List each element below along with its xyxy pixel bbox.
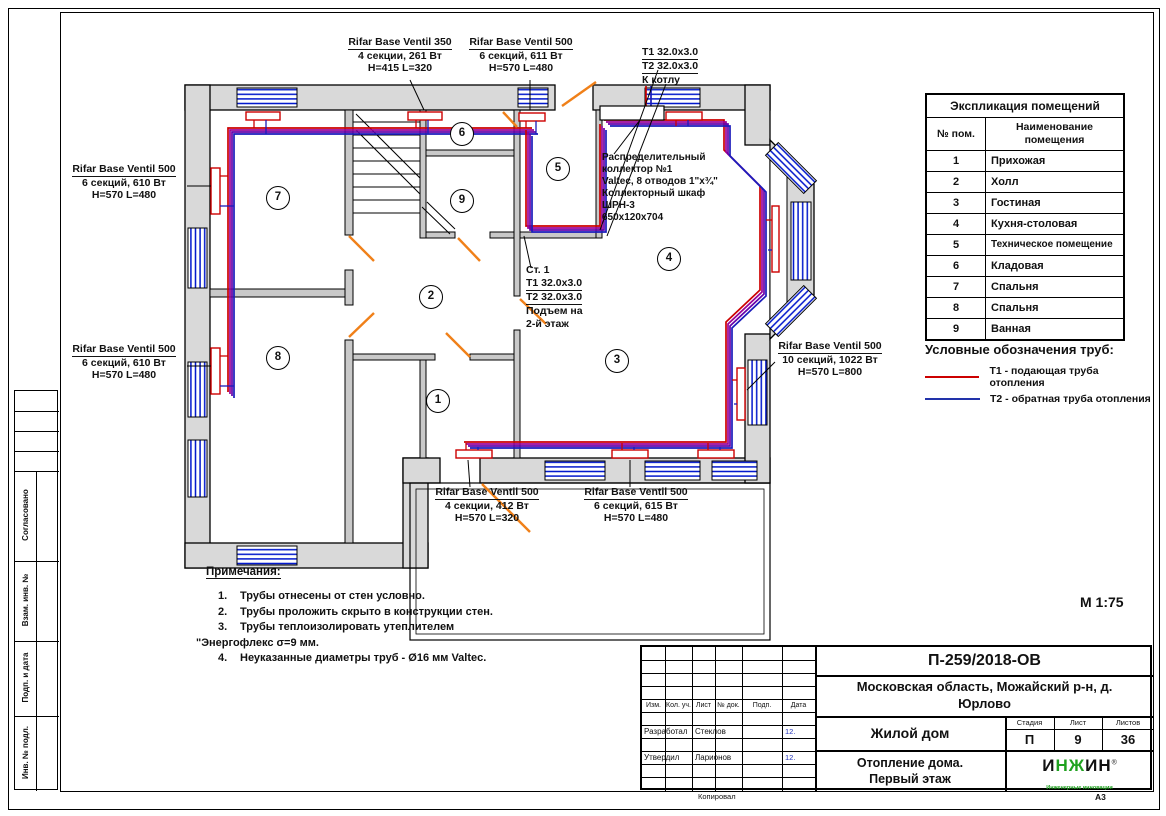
heating-pipes-layer [228, 86, 766, 448]
col-data: Дата [790, 702, 807, 709]
table-row [927, 172, 1123, 193]
radiator-label-line: H=570 L=320 [454, 512, 520, 524]
radiator-label-line: 6 секций, 611 Вт [479, 49, 563, 62]
room-num: 4 [927, 214, 986, 234]
sheet-value: 9 [1074, 732, 1082, 747]
drawing-title [815, 750, 1005, 792]
pipe-run-main [464, 120, 766, 448]
stamp-label-agreed: Согласовано [21, 489, 30, 541]
bath-corner-wall [422, 202, 455, 234]
col-ndok: № док. [717, 702, 740, 709]
table-row [927, 214, 1123, 235]
developed-label: Разработал [644, 727, 688, 736]
collector-note-line: Valtec, 8 отводов 1"х¾" [602, 176, 718, 187]
col-list: Лист [695, 702, 712, 709]
logo-subtext: Инженерные инновации [1046, 785, 1113, 791]
col-izm: Изм. [646, 702, 661, 709]
room-name: Гостиная [991, 197, 1041, 209]
address-line2: Юрлово [958, 696, 1011, 711]
to-boiler-label: К котлу [642, 74, 680, 86]
windows-layer [188, 88, 816, 565]
note-item: 1. Трубы отнесены от стен условно. [218, 590, 425, 602]
room-number-9: 9 [450, 189, 474, 213]
radiator-stubs [220, 120, 772, 450]
room-name: Кухня-столовая [991, 218, 1078, 230]
room-name: Холл [991, 176, 1019, 188]
room-num: 7 [927, 277, 986, 297]
radiator-label-line: Rifar Base Ventil 500 [435, 486, 539, 498]
room-name: Кладовая [991, 260, 1044, 272]
doc-number: П-259/2018-ОВ [928, 652, 1041, 669]
radiator-label-line: H=570 L=800 [797, 366, 863, 378]
room-name: Ванная [991, 323, 1031, 335]
t2-size-label: Т2 32.0х3.0 [642, 60, 699, 72]
room-name: Спальня [991, 281, 1039, 293]
note-item: 2. Трубы проложить скрыто в конструкции стен. [218, 605, 493, 618]
stamp-label-vzam-inv: Взам. инв. № [21, 573, 30, 627]
riser-note-line: 2-й этаж [526, 318, 569, 330]
title-block [640, 645, 1152, 790]
t2-line-swatch [925, 398, 980, 400]
pipe-legend [925, 342, 1155, 405]
radiator-label-line: Rifar Base Ventil 500 [469, 36, 573, 48]
room-name: Прихожая [991, 155, 1046, 167]
room-table-col2: Наименование помещения [1015, 121, 1094, 146]
table-row [927, 193, 1123, 214]
table-row [927, 277, 1123, 298]
note-item: 3. Трубы теплоизолировать утеплителем [218, 621, 455, 633]
room-number-5: 5 [546, 157, 570, 181]
room-num: 3 [927, 193, 986, 213]
pipe-legend-title: Условные обозначения труб: [925, 342, 1114, 357]
porch-outline [410, 483, 770, 640]
table-row [927, 235, 1123, 256]
radiator-label-line: Rifar Base Ventil 500 [72, 343, 176, 355]
radiator-label-line: Rifar Base Ventil 500 [72, 163, 176, 175]
stage-label: Стадия [1016, 718, 1043, 727]
radiator-label-line: H=415 L=320 [367, 62, 433, 74]
radiator-label-line: H=570 L=480 [488, 62, 554, 74]
room-number-4: 4 [657, 247, 681, 271]
approved-date: 12. [785, 753, 796, 762]
developed-date: 12. [785, 727, 796, 736]
drawing-title-line2: Первый этаж [869, 772, 951, 786]
logo-text: ИНЖИН [1042, 756, 1112, 775]
room-number-1: 1 [426, 389, 450, 413]
t2-legend-label: Т2 - обратная труба отопления [990, 393, 1151, 405]
riser-note-line: Т1 32.0х3.0 [526, 277, 583, 289]
radiator-label-line: Rifar Base Ventil 500 [778, 340, 882, 352]
collector-note-line: Распределительный [602, 152, 706, 163]
room-number-6: 6 [450, 122, 474, 146]
radiator-label-line: Rifar Base Ventil 350 [348, 36, 452, 48]
project-address [815, 675, 1154, 716]
approved-name: Ларионов [695, 753, 732, 762]
stamp-label-inv-podl: Инв. № подл. [21, 725, 30, 780]
t1-line-swatch [925, 376, 979, 378]
sheets-value: 36 [1120, 732, 1136, 747]
drawing-title-line1: Отопление дома. [856, 756, 964, 770]
developed-name: Стеклов [695, 727, 726, 736]
room-table-col1: № пом. [927, 118, 986, 150]
radiator-label-line: 6 секций, 610 Вт [82, 356, 166, 369]
room-num: 1 [927, 151, 986, 171]
notes-title: Примечания: [206, 566, 281, 578]
riser-note-line: Т2 32.0х3.0 [526, 291, 583, 303]
sheets-label: Листов [1115, 718, 1141, 727]
table-row [927, 298, 1123, 319]
room-table-title: Экспликация помещений [927, 95, 1123, 118]
room-num: 2 [927, 172, 986, 192]
stamp-label-podp-data: Подп. и дата [21, 652, 30, 703]
pipe-legend-row-t2 [925, 393, 1155, 405]
logo-reg-mark: ® [1111, 759, 1117, 767]
col-podp: Подп. [752, 702, 772, 709]
room-num: 6 [927, 256, 986, 276]
radiator-label-line: H=570 L=480 [91, 369, 157, 381]
table-row [927, 319, 1123, 339]
radiator-label-line: Rifar Base Ventil 500 [584, 486, 688, 498]
room-num: 8 [927, 298, 986, 318]
approved-label: Утвердил [644, 753, 680, 762]
radiator-label-line: 6 секций, 615 Вт [594, 499, 678, 512]
room-number-7: 7 [266, 186, 290, 210]
radiator-label-line: 4 секции, 261 Вт [358, 49, 442, 62]
address-line1: Московская область, Можайский р-н, д. [856, 679, 1113, 694]
note-item: 4. Неуказанные диаметры труб - Ø16 мм Valtec. [218, 652, 487, 664]
walls-layer [185, 85, 814, 568]
col-kol-uch: Кол. уч. [666, 702, 691, 709]
radiator-label-line: 6 секций, 610 Вт [82, 176, 166, 189]
pipe-legend-row-t1 [925, 365, 1155, 389]
format-label: А3 [1095, 792, 1106, 802]
riser-note-line: Подъем на [526, 305, 583, 317]
radiators-layer [211, 112, 779, 458]
t1-size-label: Т1 32.0х3.0 [642, 46, 699, 58]
t1-legend-label: Т1 - подающая труба отопления [989, 365, 1099, 389]
collector-note-line: Коллекторный шкаф ШРН-3 [602, 188, 706, 211]
pipe-run-techroom [526, 124, 606, 232]
scale-label: М 1:75 [1080, 594, 1124, 610]
room-number-8: 8 [266, 346, 290, 370]
collector-note-line: коллектор №1 [602, 164, 673, 175]
object-name: Жилой дом [870, 725, 950, 741]
copied-label: Копировал [698, 792, 736, 801]
note-item-continuation: "Энергофлекс σ=9 мм. [196, 636, 319, 649]
left-stamp-column [14, 390, 58, 790]
table-row [927, 256, 1123, 277]
room-table-rows [927, 151, 1123, 339]
sheet-label: Лист [1069, 718, 1087, 727]
radiator-label-line: H=570 L=480 [91, 189, 157, 201]
room-num: 9 [927, 319, 986, 339]
collector-note-line: 650х120х704 [602, 212, 664, 223]
radiator-label-line: 4 секции, 412 Вт [445, 499, 529, 512]
riser-note-line: Ст. 1 [526, 264, 550, 276]
table-row [927, 151, 1123, 172]
room-legend-table [925, 93, 1125, 341]
radiator-label-line: H=570 L=480 [603, 512, 669, 524]
radiator-label-line: 10 секций, 1022 Вт [782, 353, 878, 366]
room-number-2: 2 [419, 285, 443, 309]
room-name: Спальня [991, 302, 1039, 314]
stage-value: П [1024, 732, 1035, 747]
room-name: Техническое помещение [991, 239, 1113, 250]
room-table-header [927, 118, 1123, 151]
room-num: 5 [927, 235, 986, 255]
room-number-3: 3 [605, 349, 629, 373]
company-logo [1005, 750, 1154, 792]
